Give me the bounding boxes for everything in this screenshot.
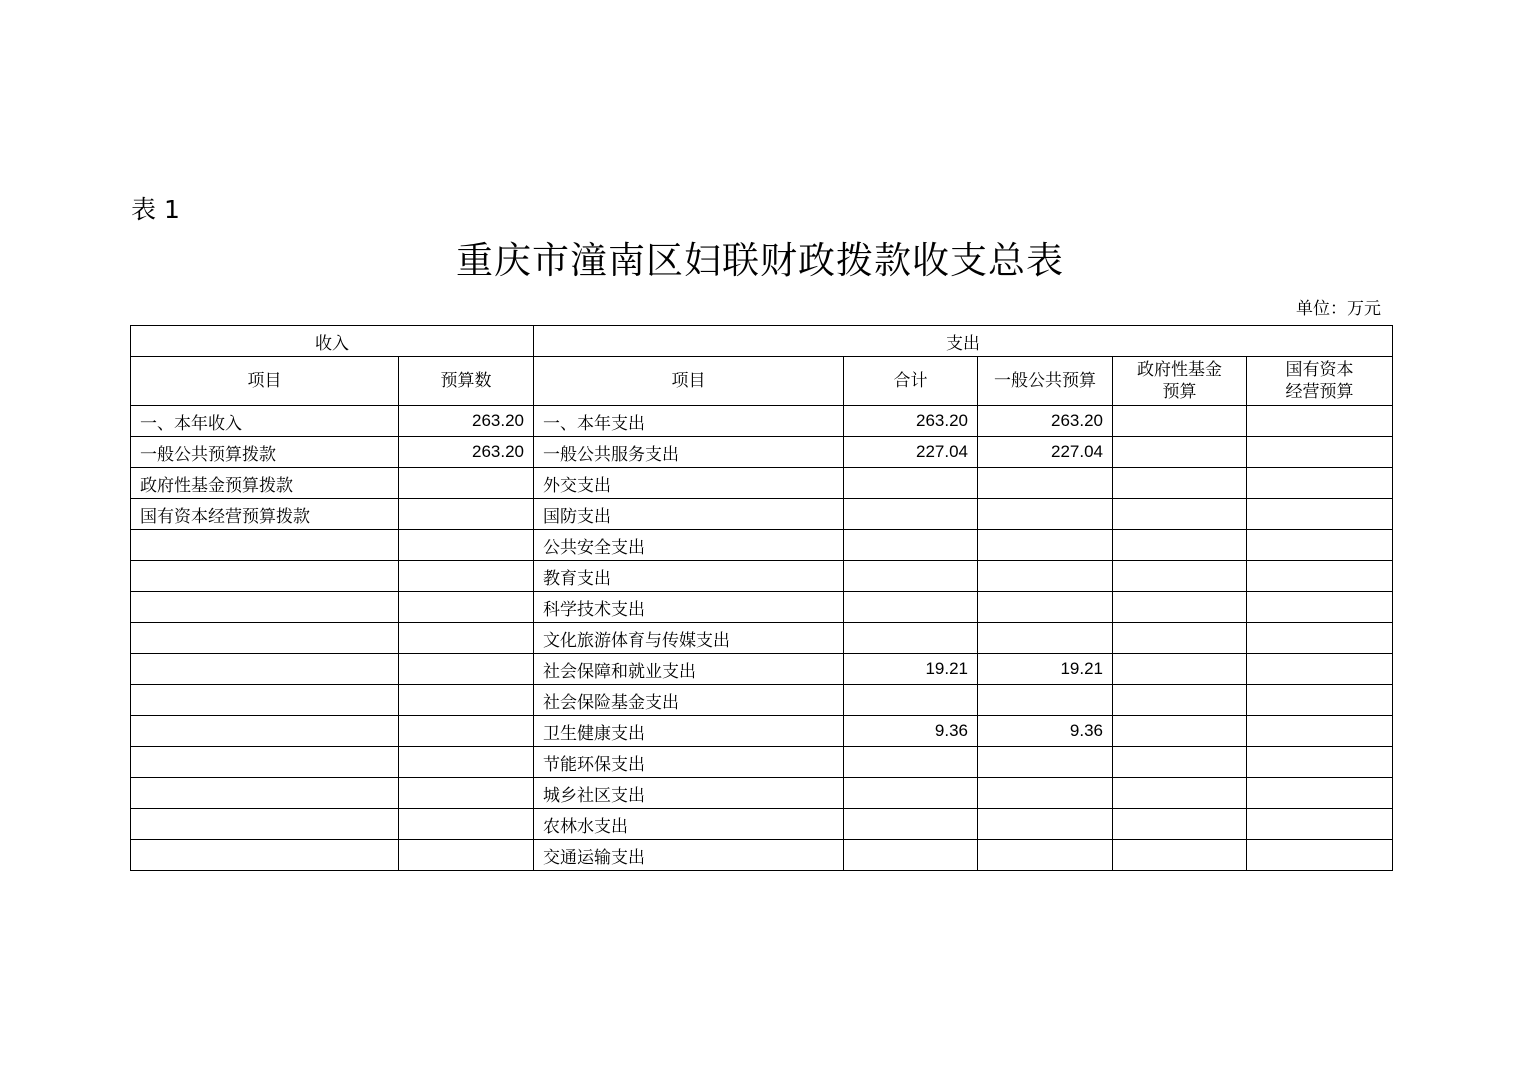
income-item-cell	[131, 623, 399, 654]
expense-item-cell: 社会保险基金支出	[534, 685, 844, 716]
income-item-cell: 国有资本经营预算拨款	[131, 499, 399, 530]
table-label: 表 1	[131, 195, 180, 224]
state-capital-cell	[1247, 406, 1393, 437]
total-cell: 9.36	[844, 716, 978, 747]
gov-fund-cell	[1113, 406, 1247, 437]
total-cell: 19.21	[844, 654, 978, 685]
table-row	[131, 840, 1393, 871]
table-row	[131, 592, 1393, 623]
income-item-cell: 一般公共预算拨款	[131, 437, 399, 468]
general-budget-cell	[978, 840, 1113, 871]
total-cell	[844, 468, 978, 499]
state-capital-cell	[1247, 778, 1393, 809]
gov-fund-cell	[1113, 840, 1247, 871]
page-title: 重庆市潼南区妇联财政拨款收支总表	[456, 239, 1064, 282]
gov-fund-cell	[1113, 592, 1247, 623]
income-budget-cell: 263.20	[399, 437, 534, 468]
general-budget-cell	[978, 685, 1113, 716]
table-row	[131, 716, 1393, 747]
general-budget-cell	[978, 499, 1113, 530]
table-row	[131, 685, 1393, 716]
general-budget-cell	[978, 468, 1113, 499]
general-budget-cell	[978, 592, 1113, 623]
total-cell	[844, 592, 978, 623]
gov-fund-cell	[1113, 499, 1247, 530]
general-budget-cell: 263.20	[978, 406, 1113, 437]
state-capital-cell	[1247, 747, 1393, 778]
general-budget-cell: 19.21	[978, 654, 1113, 685]
income-item-cell	[131, 809, 399, 840]
income-budget-cell	[399, 685, 534, 716]
table-row	[131, 499, 1393, 530]
total-cell	[844, 747, 978, 778]
income-budget-cell: 263.20	[399, 406, 534, 437]
general-budget-cell	[978, 530, 1113, 561]
income-item-cell	[131, 840, 399, 871]
income-item-cell: 政府性基金预算拨款	[131, 468, 399, 499]
group-header-row	[131, 326, 1393, 357]
total-cell	[844, 778, 978, 809]
expense-item-cell: 外交支出	[534, 468, 844, 499]
state-capital-cell	[1247, 623, 1393, 654]
state-capital-cell	[1247, 592, 1393, 623]
general-budget-cell	[978, 623, 1113, 654]
income-budget-cell	[399, 468, 534, 499]
state-capital-cell	[1247, 716, 1393, 747]
gov-fund-cell	[1113, 623, 1247, 654]
table-body	[131, 406, 1393, 871]
state-capital-cell	[1247, 809, 1393, 840]
total-cell	[844, 840, 978, 871]
gov-fund-cell	[1113, 561, 1247, 592]
total-cell: 227.04	[844, 437, 978, 468]
income-budget-cell	[399, 561, 534, 592]
state-capital-header	[1247, 357, 1393, 406]
state-capital-cell	[1247, 437, 1393, 468]
general-budget-cell	[978, 778, 1113, 809]
total-header: 合计	[844, 357, 978, 406]
total-cell	[844, 499, 978, 530]
budget-summary-table	[130, 325, 1393, 871]
income-budget-cell	[399, 747, 534, 778]
total-cell	[844, 685, 978, 716]
income-budget-cell	[399, 809, 534, 840]
state-capital-cell	[1247, 654, 1393, 685]
expense-item-cell: 国防支出	[534, 499, 844, 530]
expense-item-cell: 农林水支出	[534, 809, 844, 840]
expense-item-cell: 教育支出	[534, 561, 844, 592]
income-item-cell	[131, 685, 399, 716]
general-budget-cell	[978, 747, 1113, 778]
table-row	[131, 747, 1393, 778]
table-row	[131, 561, 1393, 592]
income-item-cell	[131, 716, 399, 747]
table-row	[131, 654, 1393, 685]
gov-fund-cell	[1113, 685, 1247, 716]
general-budget-header: 一般公共预算	[978, 357, 1113, 406]
expense-item-cell: 卫生健康支出	[534, 716, 844, 747]
state-capital-cell	[1247, 685, 1393, 716]
table-row	[131, 623, 1393, 654]
income-item-cell	[131, 592, 399, 623]
gov-fund-cell	[1113, 809, 1247, 840]
expense-group-header: 支出	[534, 326, 1393, 357]
income-item-cell	[131, 530, 399, 561]
column-header-row	[131, 357, 1393, 406]
general-budget-cell	[978, 561, 1113, 592]
gov-fund-header-line1: 政府性基金	[1137, 360, 1222, 380]
table-row	[131, 809, 1393, 840]
total-cell	[844, 561, 978, 592]
total-cell: 263.20	[844, 406, 978, 437]
income-item-cell	[131, 561, 399, 592]
expense-item-cell: 文化旅游体育与传媒支出	[534, 623, 844, 654]
expense-item-cell: 科学技术支出	[534, 592, 844, 623]
income-budget-cell	[399, 716, 534, 747]
income-item-cell: 一、本年收入	[131, 406, 399, 437]
gov-fund-header	[1113, 357, 1247, 406]
income-budget-cell	[399, 499, 534, 530]
general-budget-cell: 227.04	[978, 437, 1113, 468]
unit-label: 单位：万元	[1296, 299, 1381, 319]
table-row	[131, 468, 1393, 499]
gov-fund-cell	[1113, 778, 1247, 809]
state-capital-header-line2: 经营预算	[1285, 382, 1354, 402]
expense-item-cell: 交通运输支出	[534, 840, 844, 871]
table-row	[131, 406, 1393, 437]
table-row	[131, 530, 1393, 561]
state-capital-cell	[1247, 840, 1393, 871]
expense-item-cell: 一般公共服务支出	[534, 437, 844, 468]
total-cell	[844, 623, 978, 654]
table-row	[131, 778, 1393, 809]
income-item-cell	[131, 778, 399, 809]
income-budget-cell	[399, 592, 534, 623]
expense-item-cell: 社会保障和就业支出	[534, 654, 844, 685]
income-budget-cell	[399, 623, 534, 654]
gov-fund-cell	[1113, 654, 1247, 685]
gov-fund-header-line2: 预算	[1162, 382, 1197, 402]
table-row	[131, 437, 1393, 468]
gov-fund-cell	[1113, 747, 1247, 778]
expense-item-cell: 节能环保支出	[534, 747, 844, 778]
total-cell	[844, 809, 978, 840]
state-capital-header-line1: 国有资本	[1285, 360, 1354, 380]
gov-fund-cell	[1113, 468, 1247, 499]
income-budget-cell	[399, 778, 534, 809]
total-cell	[844, 530, 978, 561]
income-group-header: 收入	[131, 326, 534, 357]
gov-fund-cell	[1113, 437, 1247, 468]
general-budget-cell: 9.36	[978, 716, 1113, 747]
state-capital-cell	[1247, 561, 1393, 592]
income-item-cell	[131, 654, 399, 685]
gov-fund-cell	[1113, 530, 1247, 561]
expense-item-cell: 公共安全支出	[534, 530, 844, 561]
expense-item-cell: 一、本年支出	[534, 406, 844, 437]
expense-item-header: 项目	[534, 357, 844, 406]
income-budget-header: 预算数	[399, 357, 534, 406]
general-budget-cell	[978, 809, 1113, 840]
income-item-header: 项目	[131, 357, 399, 406]
income-budget-cell	[399, 530, 534, 561]
gov-fund-cell	[1113, 716, 1247, 747]
income-budget-cell	[399, 840, 534, 871]
income-budget-cell	[399, 654, 534, 685]
expense-item-cell: 城乡社区支出	[534, 778, 844, 809]
state-capital-cell	[1247, 530, 1393, 561]
income-item-cell	[131, 747, 399, 778]
state-capital-cell	[1247, 468, 1393, 499]
state-capital-cell	[1247, 499, 1393, 530]
